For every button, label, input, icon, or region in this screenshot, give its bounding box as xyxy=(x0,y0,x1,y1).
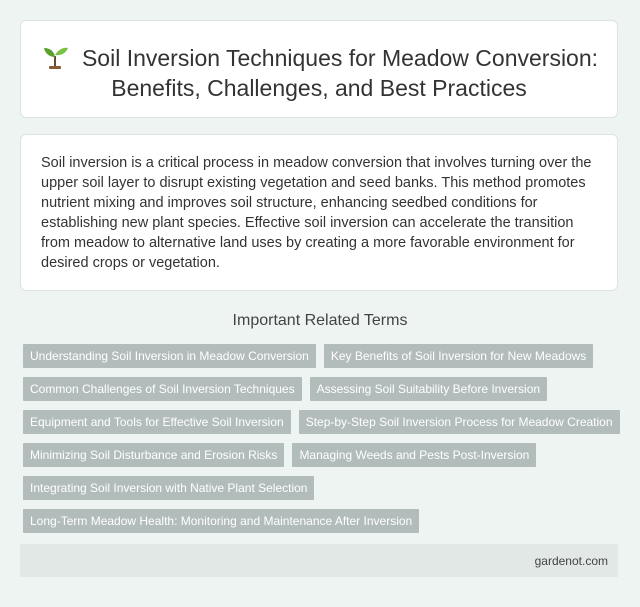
intro-card xyxy=(20,134,618,291)
related-terms-list xyxy=(23,344,623,533)
related-term-tag[interactable]: Integrating Soil Inversion with Native Plant Selection xyxy=(23,476,314,500)
footer-site-link[interactable]: gardenot.com xyxy=(534,553,608,568)
intro-paragraph: Soil inversion is a critical process in meadow conversion that involves turning over the upper soil layer to disrupt existing vegetation and seed banks. This method promotes nutrient mixing and improves soil structure, enhancing seedbed conditions for establishing new plant species. Effective soil inversion can accelerate the transition from meadow to alternative land uses by creating a more favorable environment for desired crops or vegetation. xyxy=(41,155,592,271)
related-term-tag[interactable]: Key Benefits of Soil Inversion for New Meadows xyxy=(324,344,593,368)
page-title xyxy=(21,21,617,103)
footer xyxy=(20,544,618,577)
page-title-text: Soil Inversion Techniques for Meadow Conversion: Benefits, Challenges, and Best Practices xyxy=(81,45,599,101)
sprout-icon xyxy=(40,45,70,69)
related-term-tag[interactable]: Assessing Soil Suitability Before Inversion xyxy=(310,377,547,401)
related-term-tag[interactable]: Understanding Soil Inversion in Meadow Conversion xyxy=(23,344,316,368)
title-card xyxy=(20,20,618,118)
related-term-tag[interactable]: Long-Term Meadow Health: Monitoring and Maintenance After Inversion xyxy=(23,509,419,533)
related-term-tag[interactable]: Equipment and Tools for Effective Soil Inversion xyxy=(23,410,291,434)
related-term-tag[interactable]: Step-by-Step Soil Inversion Process for Meadow Creation xyxy=(299,410,620,434)
related-term-tag[interactable]: Minimizing Soil Disturbance and Erosion Risks xyxy=(23,443,284,467)
related-term-tag[interactable]: Managing Weeds and Pests Post-Inversion xyxy=(292,443,536,467)
related-terms-heading: Important Related Terms xyxy=(232,312,408,329)
related-term-tag[interactable]: Common Challenges of Soil Inversion Techniques xyxy=(23,377,302,401)
